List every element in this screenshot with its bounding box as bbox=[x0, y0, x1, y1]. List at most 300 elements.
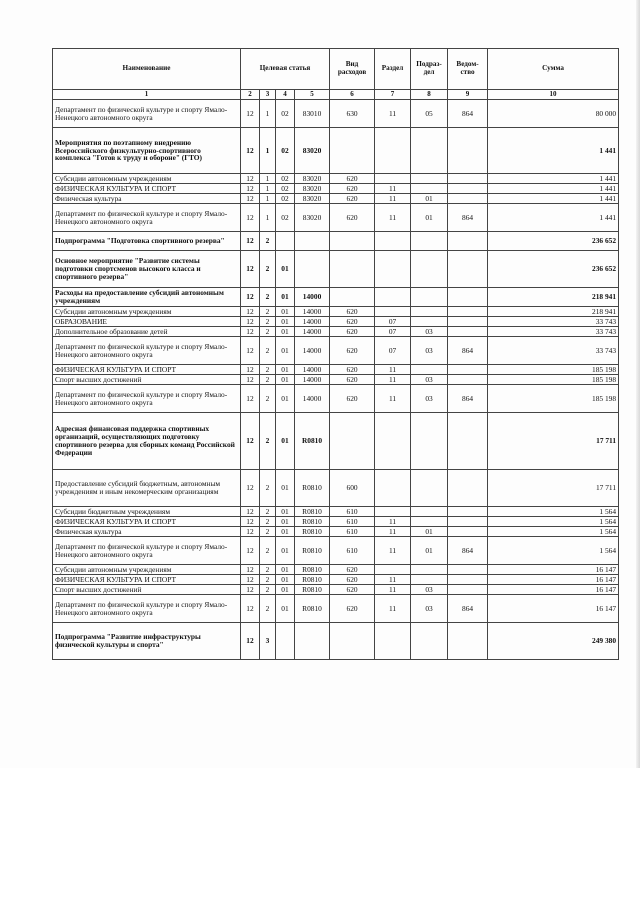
target-article-subprogram-cell: 2 bbox=[260, 595, 276, 623]
subsection-cell bbox=[411, 288, 448, 307]
target-article-code-cell: 83020 bbox=[295, 194, 330, 204]
target-article-program-cell: 12 bbox=[241, 413, 260, 470]
subsection-cell bbox=[411, 232, 448, 251]
target-article-code-cell: 14000 bbox=[295, 307, 330, 317]
amount-cell: 16 147 bbox=[488, 565, 619, 575]
table-row bbox=[53, 365, 619, 375]
target-article-measure-cell: 01 bbox=[276, 413, 295, 470]
header-target-article: Целевая статья bbox=[241, 49, 330, 90]
department-cell bbox=[448, 527, 488, 537]
subsection-cell bbox=[411, 174, 448, 184]
target-article-measure-cell bbox=[276, 232, 295, 251]
department-cell: 864 bbox=[448, 204, 488, 232]
table-row bbox=[53, 307, 619, 317]
row-name-cell: Департамент по физической культуре и спорту Ямало-Ненецкого автономного округа bbox=[53, 204, 241, 232]
department-cell bbox=[448, 194, 488, 204]
table-row bbox=[53, 375, 619, 385]
target-article-measure-cell: 01 bbox=[276, 585, 295, 595]
table-row bbox=[53, 317, 619, 327]
target-article-measure-cell: 01 bbox=[276, 517, 295, 527]
target-article-program-cell: 12 bbox=[241, 337, 260, 365]
target-article-subprogram-cell: 1 bbox=[260, 194, 276, 204]
target-article-code-cell: 14000 bbox=[295, 375, 330, 385]
section-cell: 11 bbox=[375, 204, 411, 232]
target-article-code-cell bbox=[295, 251, 330, 288]
target-article-measure-cell: 02 bbox=[276, 204, 295, 232]
department-cell bbox=[448, 623, 488, 660]
row-name-cell: Субсидии бюджетным учреждениям bbox=[53, 507, 241, 517]
column-number: 5 bbox=[295, 90, 330, 100]
amount-cell: 236 652 bbox=[488, 251, 619, 288]
target-article-subprogram-cell: 2 bbox=[260, 317, 276, 327]
row-name-cell: Департамент по физической культуре и спорту Ямало-Ненецкого автономного округа bbox=[53, 537, 241, 565]
row-name-cell: ОБРАЗОВАНИЕ bbox=[53, 317, 241, 327]
target-article-measure-cell: 01 bbox=[276, 527, 295, 537]
table-row bbox=[53, 251, 619, 288]
expense-type-cell: 620 bbox=[330, 595, 375, 623]
target-article-code-cell: 14000 bbox=[295, 385, 330, 413]
table-row bbox=[53, 595, 619, 623]
department-cell bbox=[448, 575, 488, 585]
target-article-measure-cell: 01 bbox=[276, 337, 295, 365]
subsection-cell: 03 bbox=[411, 385, 448, 413]
subsection-cell bbox=[411, 365, 448, 375]
target-article-code-cell: 83020 bbox=[295, 128, 330, 174]
subsection-cell bbox=[411, 413, 448, 470]
target-article-code-cell: R0810 bbox=[295, 537, 330, 565]
department-cell: 864 bbox=[448, 537, 488, 565]
target-article-measure-cell: 01 bbox=[276, 365, 295, 375]
header-name: Наименование bbox=[53, 49, 241, 90]
expense-type-cell: 620 bbox=[330, 184, 375, 194]
row-name-cell: Подпрограмма "Развитие инфраструктуры физической культуры и спорта" bbox=[53, 623, 241, 660]
amount-cell: 1 441 bbox=[488, 128, 619, 174]
target-article-measure-cell: 01 bbox=[276, 307, 295, 317]
column-number: 10 bbox=[488, 90, 619, 100]
amount-cell: 1 441 bbox=[488, 194, 619, 204]
subsection-cell bbox=[411, 184, 448, 194]
amount-cell: 1 441 bbox=[488, 204, 619, 232]
department-cell bbox=[448, 365, 488, 375]
target-article-code-cell: R0810 bbox=[295, 595, 330, 623]
department-cell bbox=[448, 565, 488, 575]
table-row bbox=[53, 327, 619, 337]
table-row bbox=[53, 565, 619, 575]
section-cell bbox=[375, 128, 411, 174]
expense-type-cell: 600 bbox=[330, 470, 375, 507]
target-article-subprogram-cell: 2 bbox=[260, 507, 276, 517]
expense-type-cell: 620 bbox=[330, 575, 375, 585]
section-cell bbox=[375, 174, 411, 184]
target-article-code-cell: 14000 bbox=[295, 317, 330, 327]
expense-type-cell bbox=[330, 232, 375, 251]
row-name-cell: ФИЗИЧЕСКАЯ КУЛЬТУРА И СПОРТ bbox=[53, 184, 241, 194]
target-article-code-cell: 83020 bbox=[295, 184, 330, 194]
target-article-code-cell: R0810 bbox=[295, 585, 330, 595]
row-name-cell: Физическая культура bbox=[53, 194, 241, 204]
table-row bbox=[53, 507, 619, 517]
target-article-subprogram-cell: 2 bbox=[260, 337, 276, 365]
section-cell bbox=[375, 251, 411, 288]
target-article-measure-cell: 02 bbox=[276, 194, 295, 204]
target-article-program-cell: 12 bbox=[241, 565, 260, 575]
header-amount: Сумма bbox=[488, 49, 619, 90]
target-article-program-cell: 12 bbox=[241, 507, 260, 517]
table-row bbox=[53, 174, 619, 184]
subsection-cell bbox=[411, 317, 448, 327]
target-article-measure-cell: 01 bbox=[276, 327, 295, 337]
section-cell: 11 bbox=[375, 575, 411, 585]
target-article-code-cell: R0810 bbox=[295, 517, 330, 527]
table-row bbox=[53, 184, 619, 194]
target-article-code-cell: 83020 bbox=[295, 204, 330, 232]
subsection-cell bbox=[411, 507, 448, 517]
target-article-code-cell: R0810 bbox=[295, 413, 330, 470]
section-cell: 11 bbox=[375, 385, 411, 413]
department-cell: 864 bbox=[448, 595, 488, 623]
amount-cell: 1 441 bbox=[488, 174, 619, 184]
expense-type-cell: 620 bbox=[330, 585, 375, 595]
target-article-program-cell: 12 bbox=[241, 585, 260, 595]
amount-cell: 218 941 bbox=[488, 307, 619, 317]
table-row bbox=[53, 232, 619, 251]
section-cell: 11 bbox=[375, 585, 411, 595]
target-article-code-cell: 83020 bbox=[295, 174, 330, 184]
table-row bbox=[53, 288, 619, 307]
target-article-program-cell: 12 bbox=[241, 174, 260, 184]
target-article-code-cell: 14000 bbox=[295, 288, 330, 307]
department-cell bbox=[448, 413, 488, 470]
department-cell bbox=[448, 585, 488, 595]
target-article-code-cell: R0810 bbox=[295, 470, 330, 507]
column-number-row bbox=[53, 90, 619, 100]
row-name-cell: Мероприятия по поэтапному внедрению Всероссийского физкультурно-спортивного комплекса "Готов к труду и обороне" (ГТО) bbox=[53, 128, 241, 174]
row-name-cell: Департамент по физической культуре и спорту Ямало-Ненецкого автономного округа bbox=[53, 337, 241, 365]
target-article-program-cell: 12 bbox=[241, 307, 260, 317]
subsection-cell: 05 bbox=[411, 100, 448, 128]
target-article-program-cell: 12 bbox=[241, 385, 260, 413]
expense-type-cell: 610 bbox=[330, 507, 375, 517]
row-name-cell: Расходы на предоставление субсидий автономным учреждениям bbox=[53, 288, 241, 307]
target-article-code-cell bbox=[295, 623, 330, 660]
row-name-cell: Департамент по физической культуре и спорту Ямало-Ненецкого автономного округа bbox=[53, 385, 241, 413]
table-row bbox=[53, 517, 619, 527]
section-cell: 11 bbox=[375, 184, 411, 194]
column-number: 2 bbox=[241, 90, 260, 100]
amount-cell: 1 564 bbox=[488, 507, 619, 517]
section-cell: 11 bbox=[375, 194, 411, 204]
amount-cell: 17 711 bbox=[488, 413, 619, 470]
target-article-program-cell: 12 bbox=[241, 204, 260, 232]
row-name-cell: Адресная финансовая поддержка спортивных организаций, осуществляющих подготовку спортивного резерва для сборных команд Российской Федерации bbox=[53, 413, 241, 470]
target-article-code-cell: 83010 bbox=[295, 100, 330, 128]
row-name-cell: Субсидии автономным учреждениям bbox=[53, 565, 241, 575]
section-cell: 11 bbox=[375, 517, 411, 527]
section-cell bbox=[375, 470, 411, 507]
subsection-cell bbox=[411, 251, 448, 288]
target-article-code-cell bbox=[295, 232, 330, 251]
amount-cell: 185 198 bbox=[488, 385, 619, 413]
section-cell: 07 bbox=[375, 327, 411, 337]
target-article-subprogram-cell: 2 bbox=[260, 365, 276, 375]
amount-cell: 1 564 bbox=[488, 517, 619, 527]
expense-type-cell: 620 bbox=[330, 337, 375, 365]
target-article-subprogram-cell: 2 bbox=[260, 527, 276, 537]
target-article-code-cell: R0810 bbox=[295, 575, 330, 585]
amount-cell: 185 198 bbox=[488, 375, 619, 385]
subsection-cell: 03 bbox=[411, 375, 448, 385]
expense-type-cell: 630 bbox=[330, 100, 375, 128]
department-cell bbox=[448, 174, 488, 184]
table-row bbox=[53, 204, 619, 232]
department-cell bbox=[448, 507, 488, 517]
table-header-row bbox=[53, 49, 619, 90]
subsection-cell: 01 bbox=[411, 527, 448, 537]
table-row bbox=[53, 470, 619, 507]
section-cell bbox=[375, 623, 411, 660]
amount-cell: 1 564 bbox=[488, 537, 619, 565]
target-article-program-cell: 12 bbox=[241, 251, 260, 288]
target-article-subprogram-cell: 2 bbox=[260, 327, 276, 337]
amount-cell: 16 147 bbox=[488, 595, 619, 623]
table-row bbox=[53, 585, 619, 595]
amount-cell: 33 743 bbox=[488, 317, 619, 327]
department-cell bbox=[448, 307, 488, 317]
target-article-measure-cell: 01 bbox=[276, 375, 295, 385]
target-article-subprogram-cell: 2 bbox=[260, 385, 276, 413]
target-article-program-cell: 12 bbox=[241, 317, 260, 327]
target-article-subprogram-cell: 2 bbox=[260, 537, 276, 565]
column-number: 7 bbox=[375, 90, 411, 100]
target-article-program-cell: 12 bbox=[241, 375, 260, 385]
section-cell bbox=[375, 288, 411, 307]
target-article-measure-cell bbox=[276, 623, 295, 660]
target-article-subprogram-cell: 2 bbox=[260, 232, 276, 251]
subsection-cell: 03 bbox=[411, 337, 448, 365]
expense-type-cell: 610 bbox=[330, 537, 375, 565]
target-article-subprogram-cell: 2 bbox=[260, 413, 276, 470]
blank-background bbox=[0, 768, 640, 905]
section-cell: 11 bbox=[375, 365, 411, 375]
expense-type-cell: 620 bbox=[330, 204, 375, 232]
target-article-code-cell: 14000 bbox=[295, 327, 330, 337]
table-row bbox=[53, 100, 619, 128]
expense-type-cell: 620 bbox=[330, 327, 375, 337]
table-row bbox=[53, 385, 619, 413]
table-row bbox=[53, 128, 619, 174]
expense-type-cell: 620 bbox=[330, 194, 375, 204]
expense-type-cell bbox=[330, 623, 375, 660]
table-row bbox=[53, 413, 619, 470]
section-cell bbox=[375, 232, 411, 251]
amount-cell: 185 198 bbox=[488, 365, 619, 375]
amount-cell: 33 743 bbox=[488, 337, 619, 365]
row-name-cell: Дополнительное образование детей bbox=[53, 327, 241, 337]
section-cell: 11 bbox=[375, 375, 411, 385]
subsection-cell bbox=[411, 575, 448, 585]
expense-type-cell: 620 bbox=[330, 565, 375, 575]
table-row bbox=[53, 194, 619, 204]
target-article-program-cell: 12 bbox=[241, 128, 260, 174]
department-cell bbox=[448, 128, 488, 174]
section-cell bbox=[375, 507, 411, 517]
row-name-cell: Физическая культура bbox=[53, 527, 241, 537]
target-article-program-cell: 12 bbox=[241, 623, 260, 660]
target-article-code-cell: R0810 bbox=[295, 565, 330, 575]
department-cell: 864 bbox=[448, 385, 488, 413]
section-cell bbox=[375, 307, 411, 317]
department-cell: 864 bbox=[448, 100, 488, 128]
amount-cell: 33 743 bbox=[488, 327, 619, 337]
subsection-cell bbox=[411, 517, 448, 527]
column-number: 4 bbox=[276, 90, 295, 100]
target-article-program-cell: 12 bbox=[241, 327, 260, 337]
row-name-cell: ФИЗИЧЕСКАЯ КУЛЬТУРА И СПОРТ bbox=[53, 517, 241, 527]
table-row bbox=[53, 537, 619, 565]
department-cell bbox=[448, 517, 488, 527]
subsection-cell bbox=[411, 470, 448, 507]
expense-type-cell: 620 bbox=[330, 375, 375, 385]
target-article-measure-cell: 02 bbox=[276, 174, 295, 184]
row-name-cell: Субсидии автономным учреждениям bbox=[53, 307, 241, 317]
target-article-subprogram-cell: 1 bbox=[260, 174, 276, 184]
target-article-code-cell: R0810 bbox=[295, 527, 330, 537]
department-cell: 864 bbox=[448, 337, 488, 365]
target-article-program-cell: 12 bbox=[241, 232, 260, 251]
department-cell bbox=[448, 317, 488, 327]
expense-type-cell bbox=[330, 413, 375, 470]
row-name-cell: Подпрограмма "Подготовка спортивного резерва" bbox=[53, 232, 241, 251]
subsection-cell: 03 bbox=[411, 327, 448, 337]
target-article-code-cell: 14000 bbox=[295, 337, 330, 365]
target-article-program-cell: 12 bbox=[241, 537, 260, 565]
subsection-cell: 01 bbox=[411, 194, 448, 204]
expense-type-cell: 610 bbox=[330, 527, 375, 537]
department-cell bbox=[448, 184, 488, 194]
expense-type-cell: 620 bbox=[330, 385, 375, 413]
column-number: 6 bbox=[330, 90, 375, 100]
target-article-program-cell: 12 bbox=[241, 595, 260, 623]
expense-type-cell: 620 bbox=[330, 307, 375, 317]
amount-cell: 218 941 bbox=[488, 288, 619, 307]
department-cell bbox=[448, 327, 488, 337]
header-expense-type: Вид расходов bbox=[330, 49, 375, 90]
target-article-measure-cell: 01 bbox=[276, 565, 295, 575]
target-article-program-cell: 12 bbox=[241, 470, 260, 507]
target-article-subprogram-cell: 2 bbox=[260, 307, 276, 317]
expense-type-cell: 620 bbox=[330, 365, 375, 375]
row-name-cell: Основное мероприятие "Развитие системы подготовки спортсменов высокого класса и спортивного резерва" bbox=[53, 251, 241, 288]
target-article-measure-cell: 02 bbox=[276, 100, 295, 128]
expense-type-cell bbox=[330, 128, 375, 174]
target-article-measure-cell: 02 bbox=[276, 184, 295, 194]
target-article-program-cell: 12 bbox=[241, 517, 260, 527]
amount-cell: 249 380 bbox=[488, 623, 619, 660]
target-article-subprogram-cell: 2 bbox=[260, 251, 276, 288]
column-number: 1 bbox=[53, 90, 241, 100]
amount-cell: 1 564 bbox=[488, 527, 619, 537]
table-row bbox=[53, 527, 619, 537]
expense-type-cell: 610 bbox=[330, 517, 375, 527]
target-article-measure-cell: 01 bbox=[276, 470, 295, 507]
section-cell: 11 bbox=[375, 527, 411, 537]
row-name-cell: Субсидии автономным учреждениям bbox=[53, 174, 241, 184]
target-article-subprogram-cell: 1 bbox=[260, 128, 276, 174]
target-article-subprogram-cell: 2 bbox=[260, 565, 276, 575]
target-article-measure-cell: 01 bbox=[276, 507, 295, 517]
amount-cell: 16 147 bbox=[488, 575, 619, 585]
target-article-program-cell: 12 bbox=[241, 194, 260, 204]
subsection-cell: 01 bbox=[411, 204, 448, 232]
section-cell bbox=[375, 413, 411, 470]
subsection-cell bbox=[411, 565, 448, 575]
target-article-subprogram-cell: 1 bbox=[260, 184, 276, 194]
target-article-measure-cell: 01 bbox=[276, 595, 295, 623]
target-article-subprogram-cell: 2 bbox=[260, 517, 276, 527]
target-article-measure-cell: 01 bbox=[276, 288, 295, 307]
amount-cell: 80 000 bbox=[488, 100, 619, 128]
target-article-subprogram-cell: 1 bbox=[260, 100, 276, 128]
target-article-program-cell: 12 bbox=[241, 575, 260, 585]
subsection-cell: 03 bbox=[411, 595, 448, 623]
amount-cell: 1 441 bbox=[488, 184, 619, 194]
section-cell: 07 bbox=[375, 337, 411, 365]
section-cell bbox=[375, 565, 411, 575]
header-section: Раздел bbox=[375, 49, 411, 90]
target-article-subprogram-cell: 2 bbox=[260, 470, 276, 507]
subsection-cell: 01 bbox=[411, 537, 448, 565]
row-name-cell: Департамент по физической культуре и спорту Ямало-Ненецкого автономного округа bbox=[53, 100, 241, 128]
target-article-program-cell: 12 bbox=[241, 365, 260, 375]
section-cell: 07 bbox=[375, 317, 411, 327]
target-article-subprogram-cell: 1 bbox=[260, 204, 276, 232]
target-article-subprogram-cell: 2 bbox=[260, 375, 276, 385]
section-cell: 11 bbox=[375, 537, 411, 565]
target-article-program-cell: 12 bbox=[241, 288, 260, 307]
budget-table bbox=[52, 48, 619, 660]
row-name-cell: Департамент по физической культуре и спорту Ямало-Ненецкого автономного округа bbox=[53, 595, 241, 623]
column-number: 8 bbox=[411, 90, 448, 100]
page-edge-shadow bbox=[636, 0, 640, 768]
row-name-cell: Спорт высших достижений bbox=[53, 585, 241, 595]
row-name-cell: ФИЗИЧЕСКАЯ КУЛЬТУРА И СПОРТ bbox=[53, 575, 241, 585]
amount-cell: 16 147 bbox=[488, 585, 619, 595]
subsection-cell bbox=[411, 307, 448, 317]
subsection-cell bbox=[411, 623, 448, 660]
target-article-measure-cell: 01 bbox=[276, 537, 295, 565]
header-department: Ведом-ство bbox=[448, 49, 488, 90]
table-row bbox=[53, 575, 619, 585]
target-article-measure-cell: 02 bbox=[276, 128, 295, 174]
target-article-code-cell: 14000 bbox=[295, 365, 330, 375]
target-article-measure-cell: 01 bbox=[276, 317, 295, 327]
row-name-cell: Спорт высших достижений bbox=[53, 375, 241, 385]
subsection-cell bbox=[411, 128, 448, 174]
department-cell bbox=[448, 232, 488, 251]
amount-cell: 17 711 bbox=[488, 470, 619, 507]
subsection-cell: 03 bbox=[411, 585, 448, 595]
target-article-measure-cell: 01 bbox=[276, 385, 295, 413]
target-article-program-cell: 12 bbox=[241, 527, 260, 537]
column-number: 3 bbox=[260, 90, 276, 100]
table-row bbox=[53, 623, 619, 660]
expense-type-cell bbox=[330, 251, 375, 288]
amount-cell: 236 652 bbox=[488, 232, 619, 251]
table-row bbox=[53, 337, 619, 365]
header-subsection: Подраз-дел bbox=[411, 49, 448, 90]
expense-type-cell bbox=[330, 288, 375, 307]
target-article-subprogram-cell: 3 bbox=[260, 623, 276, 660]
